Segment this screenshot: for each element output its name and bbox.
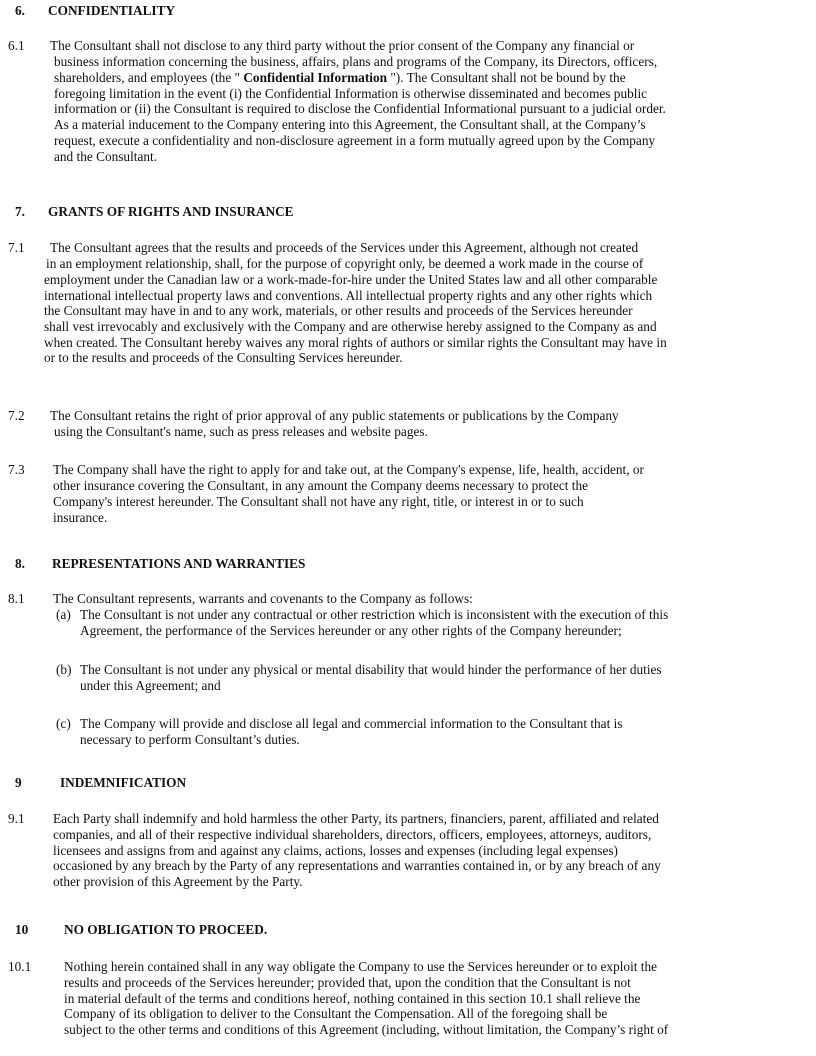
clause-number: 7.3 bbox=[8, 462, 25, 477]
clause-text: The Consultant represents, warrants and covenants to the Company as follows: bbox=[53, 591, 473, 606]
section-number: 8. bbox=[15, 556, 25, 571]
clause-number: 10.1 bbox=[8, 959, 32, 974]
section-title: NO OBLIGATION TO PROCEED. bbox=[64, 922, 268, 937]
section-title: CONFIDENTIALITY bbox=[48, 3, 176, 18]
item-label: (b) bbox=[56, 662, 72, 677]
section-title: GRANTS OF RIGHTS AND INSURANCE bbox=[48, 204, 294, 219]
section-number: 10 bbox=[15, 922, 29, 937]
item-label: (a) bbox=[56, 607, 71, 622]
clause-number: 8.1 bbox=[8, 591, 25, 606]
section-number: 6. bbox=[15, 3, 25, 18]
clause-number: 9.1 bbox=[8, 811, 25, 826]
item-label: (c) bbox=[56, 716, 71, 731]
defined-term: Confidential Information bbox=[243, 70, 388, 85]
section-title: REPRESENTATIONS AND WARRANTIES bbox=[52, 556, 306, 571]
section-title: INDEMNIFICATION bbox=[60, 775, 187, 790]
section-number: 9 bbox=[15, 775, 22, 790]
clause-number: 6.1 bbox=[8, 38, 25, 53]
section-number: 7. bbox=[15, 204, 25, 219]
clause-number: 7.1 bbox=[8, 240, 25, 255]
clause-number: 7.2 bbox=[8, 408, 25, 423]
